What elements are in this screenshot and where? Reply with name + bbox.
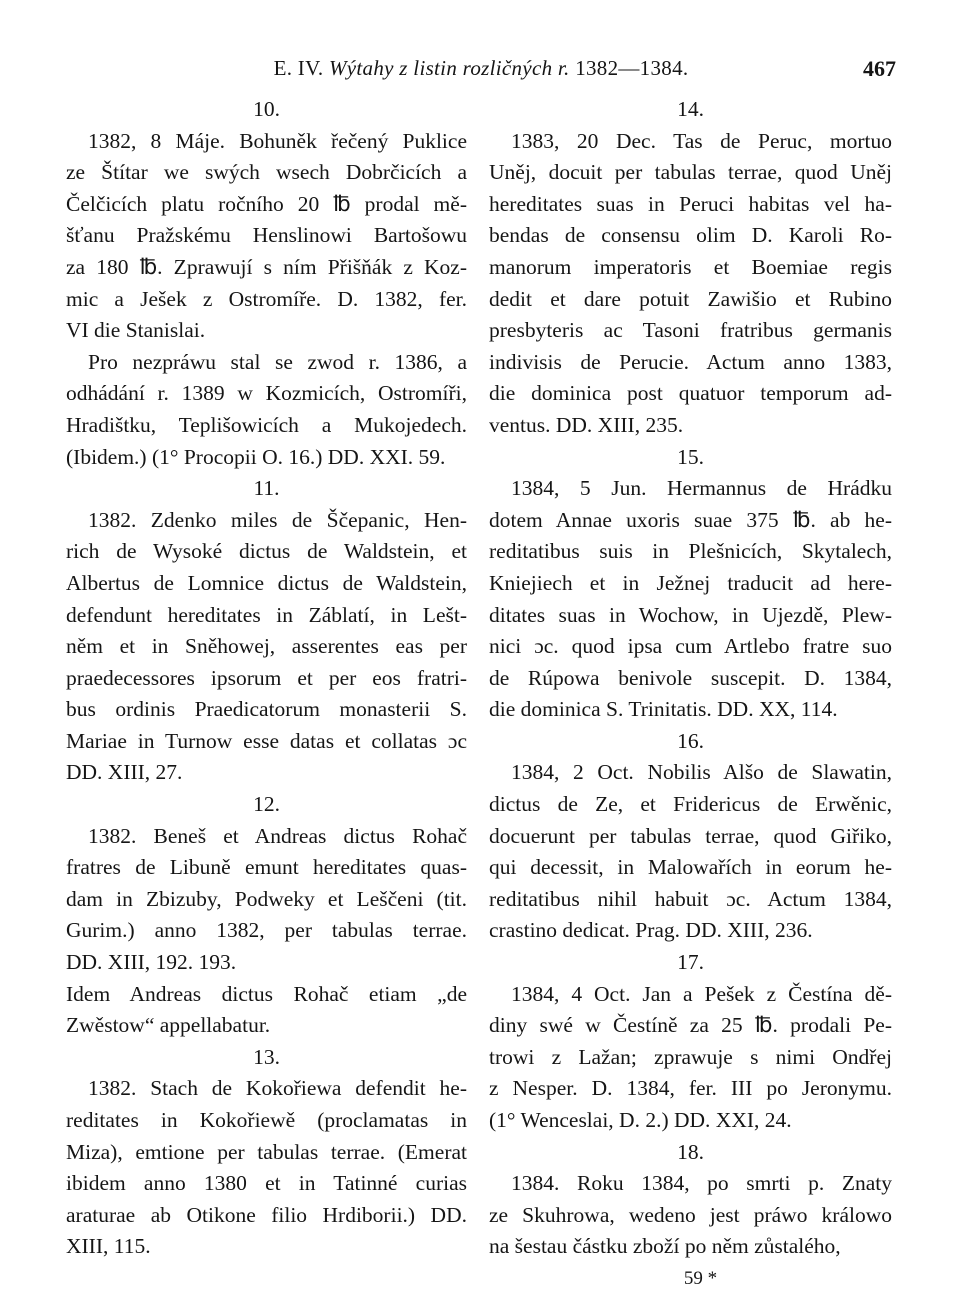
text-line: ze Skuhrowa, wedeno jest práwo králowo (489, 1202, 892, 1227)
text-line: qui decessit, in Malowařích in eorum he- (489, 855, 892, 880)
text-line: ditates suas in Wochow, in Ujezdě, Plew- (489, 602, 892, 627)
text-line: Hradištku, Teplišowicích a Mukojedech. (66, 412, 467, 437)
text-line: 1383, 20 Dec. Tas de Peruc, mortuo (511, 128, 892, 153)
text-line: 1384, 4 Oct. Jan a Pešek z Čestína dě- (511, 981, 892, 1006)
entry-paragraph (489, 126, 892, 442)
text-line: 1382. Beneš et Andreas dictus Rohač (88, 823, 467, 848)
text-line: trowi z Lažan; zprawuje s nimi Ondřej (489, 1044, 892, 1069)
text-line: Mariae in Turnow esse datas et collatas ɔc (66, 728, 467, 753)
text-line: mic a Ješek z Ostromíře. D. 1382, fer. (66, 286, 467, 311)
text-line: rich de Wysoké dictus de Waldstein, et (66, 539, 467, 564)
entry-paragraph (489, 1168, 892, 1263)
text-line: reditatibus suis in Plešnicích, Skytalech, (489, 539, 892, 564)
entry-paragraph (66, 347, 467, 473)
entry-number: 11. (253, 476, 280, 501)
text-line: 1382. Stach de Kokořiewa defendit he- (88, 1076, 467, 1101)
text-line: Uněj, docuit per tabulas terrae, quod Uněj (489, 160, 892, 185)
signature-mark: 59 * (683, 1267, 718, 1289)
text-line: diny swé w Čestíně za 25 ℔. prodali Pe- (489, 1013, 892, 1038)
text-line: dictus de Ze, et Fridericus de Erwěnic, (489, 792, 892, 817)
entry-number: 15. (677, 444, 704, 469)
text-line: crastino dedicat. Prag. DD. XIII, 236. (489, 918, 813, 943)
text-line: bus ordinis Praedicatorum monasterii S. (66, 697, 467, 722)
section-label: E. IV. (273, 56, 324, 80)
text-line: hereditates suas in Peruci habitas vel ha- (489, 191, 892, 216)
entry-paragraph (66, 979, 467, 1042)
text-line: 1384, 2 Oct. Nobilis Alšo de Slawatin, (511, 760, 892, 785)
running-title: Wýtahy z listin rozličných r. (328, 56, 570, 80)
text-line: die dominica post quatuor temporum ad- (489, 381, 892, 406)
text-line: XIII, 115. (66, 1234, 151, 1259)
entry-number: 17. (677, 950, 704, 975)
text-line: VI die Stanislai. (66, 318, 206, 343)
entry-paragraph (489, 757, 892, 947)
text-line: dam in Zbizuby, Podweky et Leščeni (tit. (66, 886, 467, 911)
text-line: de Rúpowa benivole suscepit. D. 1384, (489, 665, 892, 690)
text-line: něm et in Sněhowej, asserentes eas per (66, 634, 467, 659)
text-line: Pro nezpráwu stal se zwod r. 1386, a (88, 349, 467, 374)
text-line: odhádání r. 1389 w Kozmicích, Ostromíři, (66, 381, 467, 406)
text-line: nici ɔc. quod ipsa cum Artlebo fratre suo (489, 634, 892, 659)
text-line: bendas de consensu olim D. Karoli Ro- (489, 223, 892, 248)
text-line: na šestau částku zboží po něm zůstalého, (489, 1234, 841, 1259)
text-line: DD. XIII, 27. (66, 760, 183, 785)
right-column (489, 94, 892, 1295)
text-line: Miza), emtione per tabulas terrae. (Emerat (66, 1139, 467, 1164)
text-line: die dominica S. Trinitatis. DD. XX, 114. (489, 697, 838, 722)
entry-number: 10. (253, 97, 280, 121)
entry-number: 13. (253, 1044, 280, 1069)
entry-number: 14. (677, 97, 704, 121)
text-line: presbyteris ac Tasoni fratribus germanis (489, 318, 892, 343)
entry-paragraph (489, 473, 892, 726)
text-line: Gurim.) anno 1382, per tabulas terrae. (66, 918, 467, 943)
entry-paragraph (489, 979, 892, 1137)
text-line: araturae ab Otikone filio Hrdiborii.) DD. (66, 1202, 467, 1227)
text-line: manorum imperatoris et Boemiae regis (489, 254, 892, 279)
text-line: dotem Annae uxoris suae 375 ℔. ab he- (489, 507, 892, 532)
text-line: defendunt hereditates in Záblatí, in Lešt- (66, 602, 467, 627)
text-line: reditates in Kokořiewě (proclamatas in (66, 1108, 467, 1132)
entry-paragraph (66, 821, 467, 979)
text-line: docuerunt per tabulas terrae, quod Giřiko, (489, 823, 892, 848)
entry-paragraph (66, 505, 467, 789)
text-line: Kniejiech et in Ježnej traducit ad here- (489, 570, 892, 595)
text-line: DD. XIII, 192. 193. (66, 950, 237, 975)
entry-paragraph (66, 126, 467, 347)
left-column (66, 94, 467, 1263)
page-header (66, 56, 896, 90)
text-line: šťanu Pražskému Henslinowi Bartošowu (66, 223, 467, 248)
text-line: 1382. Zdenko miles de Ščepanic, Hen- (88, 507, 467, 532)
text-line: Zwěstow“ appellabatur. (66, 1013, 271, 1038)
text-line: 1384. Roku 1384, po smrti p. Znaty (511, 1171, 892, 1196)
text-line: za 180 ℔. Zprawují s ním Přišňák z Koz- (66, 254, 467, 279)
text-line: fratres de Libuně emunt hereditates quas- (66, 855, 467, 880)
entry-number: 12. (253, 792, 280, 817)
entry-paragraph (66, 1073, 467, 1263)
text-line: (1° Wenceslai, D. 2.) DD. XXI, 24. (489, 1108, 792, 1132)
running-head (66, 56, 896, 81)
text-line: 1384, 5 Jun. Hermannus de Hrádku (511, 476, 892, 501)
page-number: 467 (863, 56, 896, 81)
text-line: indivisis de Perucie. Actum anno 1383, (489, 349, 892, 374)
text-line: ibidem anno 1380 et in Tatinné curias (66, 1171, 467, 1196)
text-line: z Nesper. D. 1384, fer. III po Jeronymu. (489, 1076, 892, 1101)
text-line: dedit et dare potuit Zawišio et Rubino (489, 286, 892, 311)
entry-number: 18. (677, 1139, 704, 1164)
text-line: ventus. DD. XIII, 235. (489, 412, 684, 437)
text-line: praedecessores ipsorum et per eos fratri- (66, 665, 467, 690)
text-line: Idem Andreas dictus Rohač etiam „de (66, 981, 467, 1006)
text-line: (Ibidem.) (1° Procopii O. 16.) DD. XXI. 59. (66, 444, 446, 469)
text-line: Čelčicích platu ročního 20 ℔ prodal mě- (66, 191, 467, 216)
year-range: 1382—1384. (575, 56, 689, 80)
text-line: reditatibus nihil habuit ɔc. Actum 1384, (489, 886, 892, 911)
text-line: ze Štítar we swých wsech Dobrčicích a (66, 160, 467, 185)
text-line: Albertus de Lomnice dictus de Waldstein, (66, 570, 467, 595)
entry-number: 16. (677, 728, 704, 753)
text-line: 1382, 8 Máje. Bohuněk řečený Puklice (88, 128, 467, 153)
